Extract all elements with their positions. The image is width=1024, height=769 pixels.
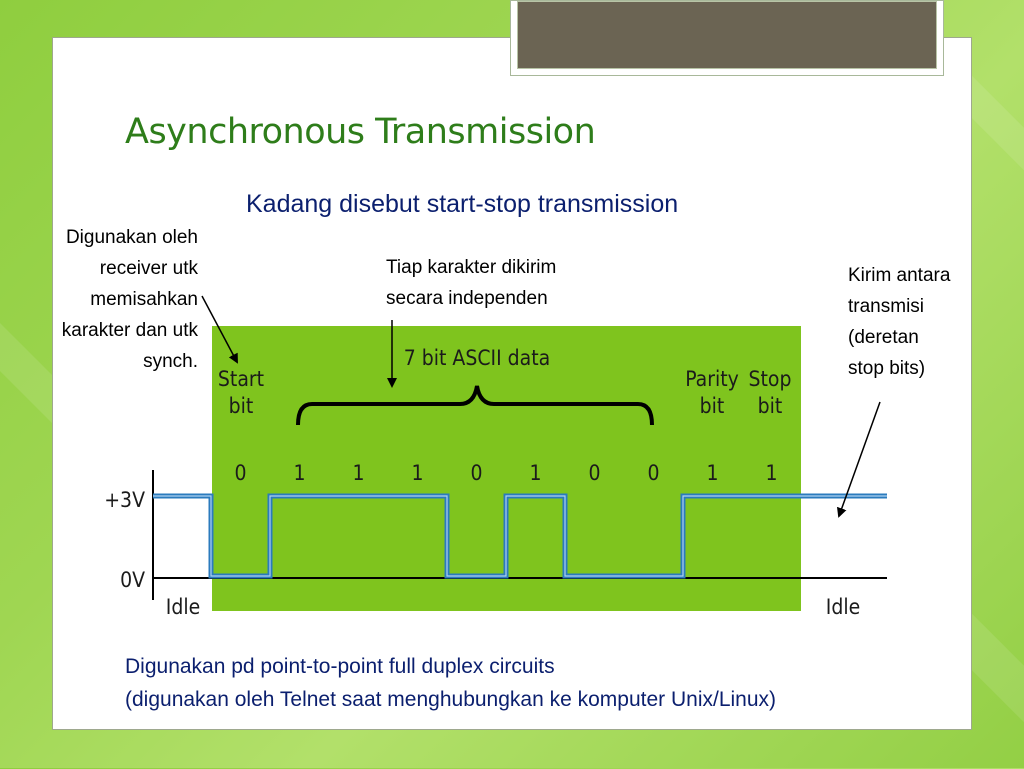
start-bit-label-line1: Start	[217, 367, 265, 391]
note-line: stop bits)	[848, 358, 926, 379]
bit-value-7: 0	[647, 461, 660, 485]
idle-left-label: Idle	[165, 595, 201, 619]
stop-bits-arrow	[839, 402, 880, 516]
bit-value-8: 1	[706, 461, 719, 485]
start-bit-label-line2: bit	[228, 394, 254, 418]
bit-value-0: 0	[234, 461, 247, 485]
parity-bit-label-line2: bit	[699, 394, 725, 418]
bit-value-5: 1	[529, 461, 542, 485]
note-line: synch.	[143, 351, 198, 372]
data-bits-label: 7 bit ASCII data	[403, 346, 551, 370]
note-line: secara independen	[386, 288, 548, 309]
bit-value-4: 0	[470, 461, 483, 485]
bit-value-9: 1	[765, 461, 778, 485]
note-line: transmisi	[848, 296, 925, 317]
note-line: memisahkan	[90, 289, 198, 310]
note-line: (deretan	[848, 327, 919, 348]
note-line: receiver utk	[99, 258, 198, 279]
level-low-label: 0V	[120, 568, 145, 592]
bit-value-3: 1	[411, 461, 424, 485]
stop-bit-label-line2: bit	[757, 394, 783, 418]
bit-value-1: 1	[293, 461, 306, 485]
level-high-label: +3V	[104, 488, 145, 512]
note-line: Digunakan oleh	[65, 227, 198, 248]
bit-value-6: 0	[588, 461, 601, 485]
slide-title: Asynchronous Transmission	[125, 112, 596, 152]
bit-value-2: 1	[352, 461, 365, 485]
parity-bit-label-line1: Parity	[685, 367, 739, 391]
footer-line-1: Digunakan pd point-to-point full duplex circuits	[125, 655, 555, 678]
footer-line-2: (digunakan oleh Telnet saat menghubungkan ke komputer Unix/Linux)	[125, 688, 777, 711]
note-line: Kirim antara	[848, 265, 951, 286]
stop-bit-label-line1: Stop	[748, 367, 792, 391]
note-line: karakter dan utk	[61, 320, 198, 341]
note-line: Tiap karakter dikirim	[386, 257, 557, 278]
slide-subtitle: Kadang disebut start-stop transmission	[246, 190, 679, 218]
idle-right-label: Idle	[825, 595, 861, 619]
